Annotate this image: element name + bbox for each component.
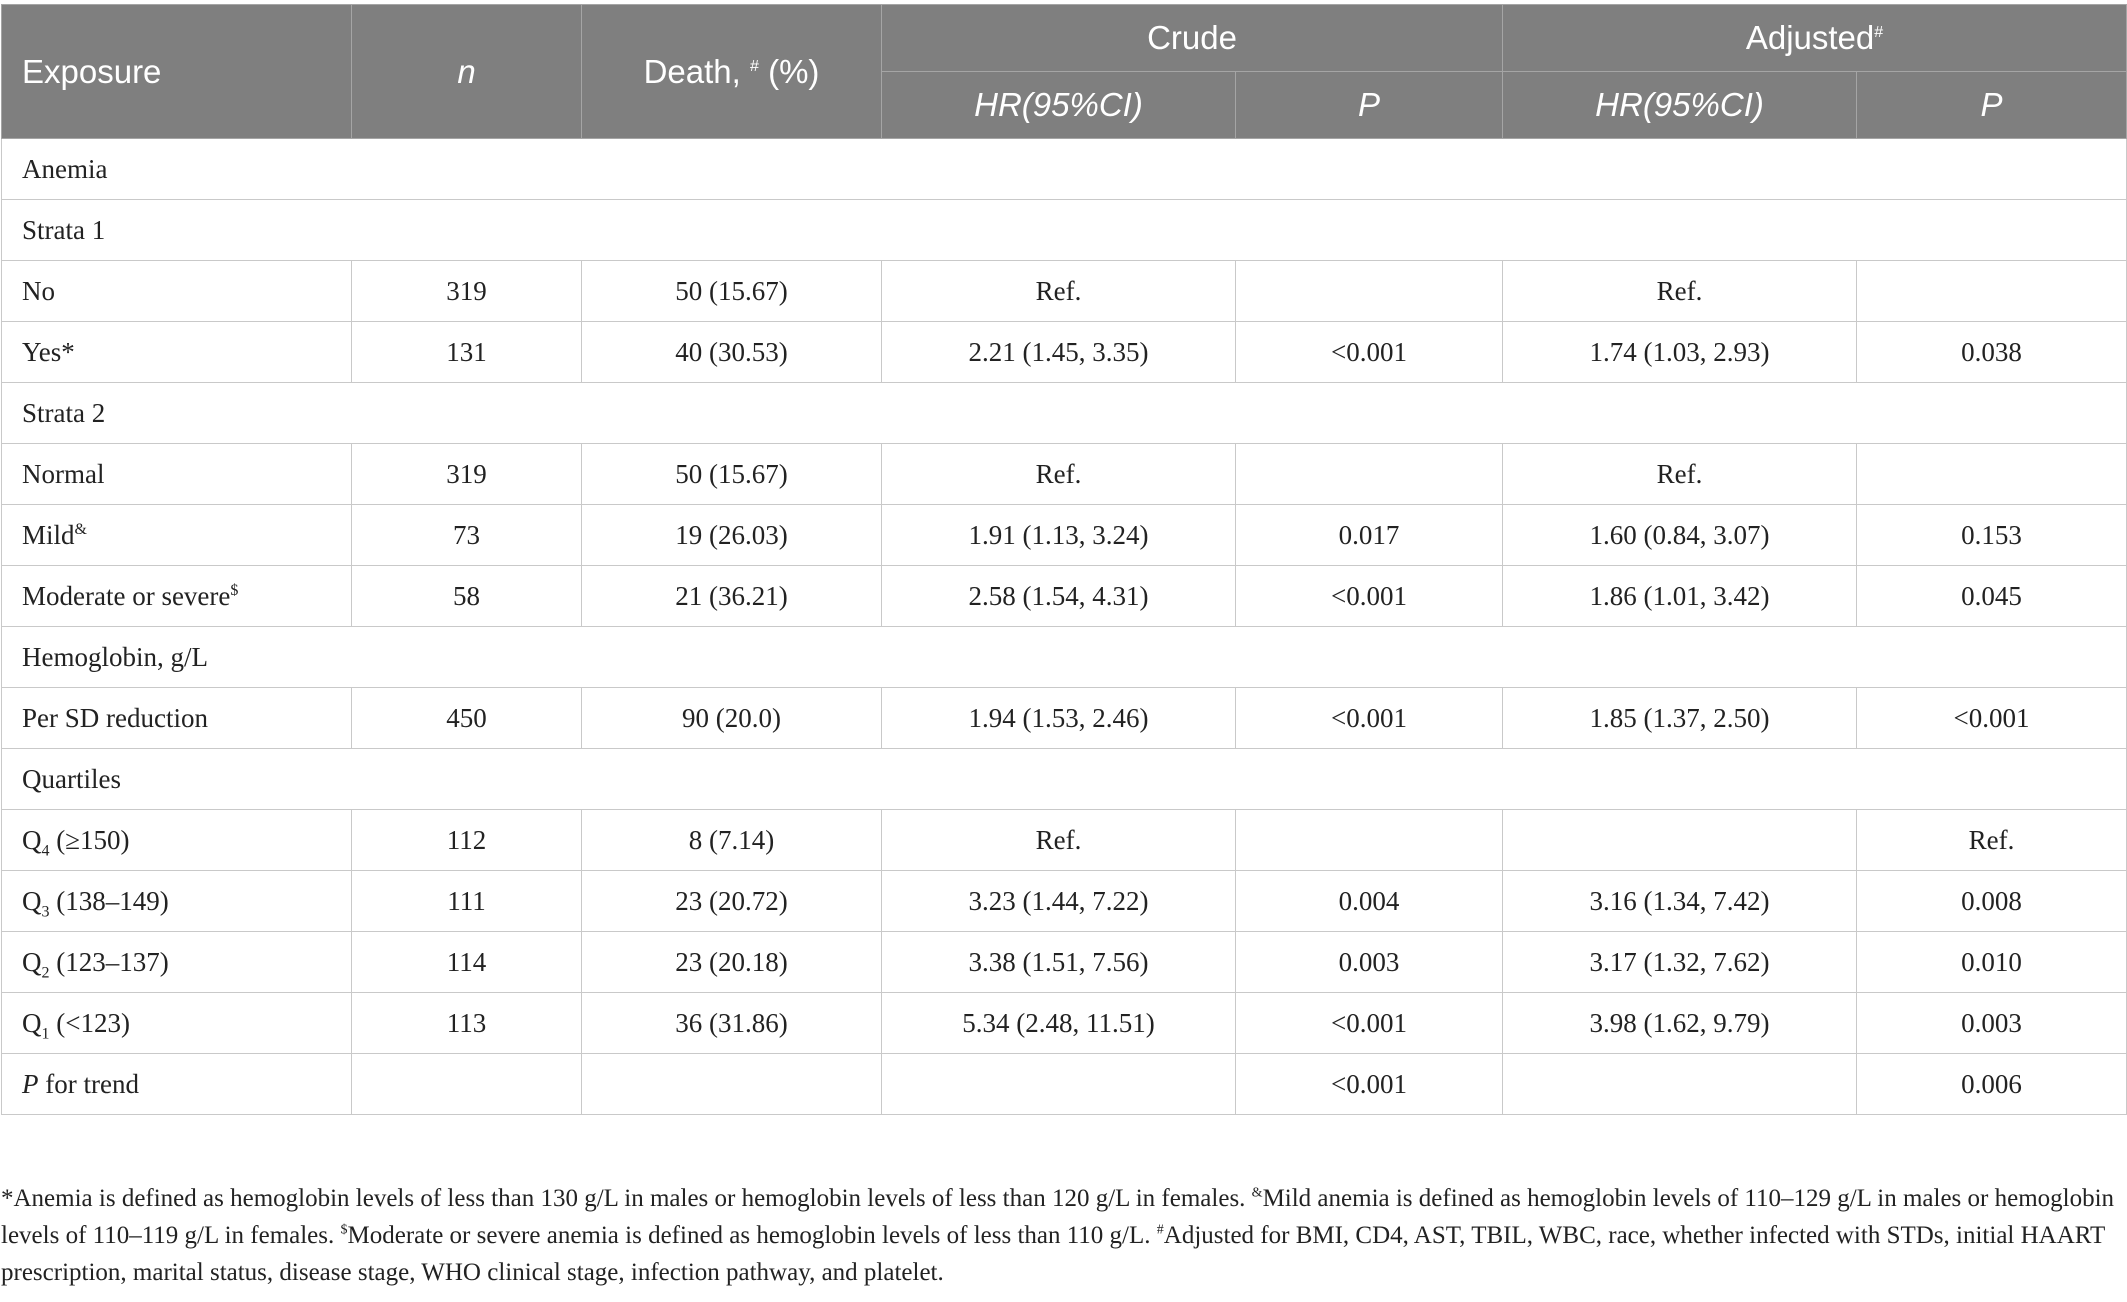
table-row-q3 xyxy=(2,871,2127,932)
cell-adjusted-hr: 1.85 (1.37, 2.50) xyxy=(1503,688,1857,749)
cell-death: 21 (36.21) xyxy=(582,566,882,627)
quartile-range: (<123) xyxy=(49,1007,130,1038)
table-row-q1 xyxy=(2,993,2127,1054)
cell-crude-hr xyxy=(882,1054,1236,1115)
cell-adjusted-hr: Ref. xyxy=(1503,444,1857,505)
cell-crude-p: <0.001 xyxy=(1236,1054,1503,1115)
quartile-letter: Q xyxy=(22,824,42,855)
cell-death xyxy=(582,1054,882,1115)
cell-adjusted-hr: 3.17 (1.32, 7.62) xyxy=(1503,932,1857,993)
cell-adjusted-hr: 3.98 (1.62, 9.79) xyxy=(1503,993,1857,1054)
table-body xyxy=(2,139,2127,1115)
cell-adjusted-p xyxy=(1857,444,2127,505)
cell-crude-p: <0.001 xyxy=(1236,566,1503,627)
table-row-moderate-or-severe xyxy=(2,566,2127,627)
cell-crude-p: 0.004 xyxy=(1236,871,1503,932)
cell-crude-hr: 3.23 (1.44, 7.22) xyxy=(882,871,1236,932)
cell-adjusted-hr: 1.60 (0.84, 3.07) xyxy=(1503,505,1857,566)
row-label-sup: $ xyxy=(230,581,239,599)
row-label: No xyxy=(2,261,352,322)
cell-adjusted-hr xyxy=(1503,810,1857,871)
section-row-strata-1 xyxy=(2,200,2127,261)
cell-death: 40 (30.53) xyxy=(582,322,882,383)
section-label: Anemia xyxy=(2,139,2127,200)
row-label-italic-p: P xyxy=(22,1068,39,1099)
cell-n: 450 xyxy=(352,688,582,749)
quartile-index: 2 xyxy=(41,963,50,981)
section-row-quartiles xyxy=(2,749,2127,810)
cell-adjusted-hr: 1.74 (1.03, 2.93) xyxy=(1503,322,1857,383)
cell-crude-p: <0.001 xyxy=(1236,322,1503,383)
cell-death: 19 (26.03) xyxy=(582,505,882,566)
row-label xyxy=(2,566,352,627)
cell-crude-p: <0.001 xyxy=(1236,993,1503,1054)
cell-n: 319 xyxy=(352,261,582,322)
row-label xyxy=(2,993,352,1054)
cell-crude-hr: 2.21 (1.45, 3.35) xyxy=(882,322,1236,383)
row-label xyxy=(2,871,352,932)
cell-n: 114 xyxy=(352,932,582,993)
cell-n: 112 xyxy=(352,810,582,871)
header-death-sup: # xyxy=(750,57,759,75)
cell-death: 50 (15.67) xyxy=(582,444,882,505)
cell-n: 113 xyxy=(352,993,582,1054)
cell-adjusted-p: 0.003 xyxy=(1857,993,2127,1054)
header-exposure: Exposure xyxy=(2,5,352,139)
row-label-text: Moderate or severe xyxy=(22,580,231,611)
cell-adjusted-p xyxy=(1857,261,2127,322)
cell-adjusted-hr: Ref. xyxy=(1503,261,1857,322)
footnote-sup-dollar: $ xyxy=(340,1222,348,1238)
cell-adjusted-p: 0.008 xyxy=(1857,871,2127,932)
header-adjusted xyxy=(1503,5,2127,72)
cell-adjusted-p: 0.153 xyxy=(1857,505,2127,566)
footnote-adjusted: Adjusted for BMI, CD4, AST, TBIL, WBC, race, whether infected with STDs, initial HAART prescription, marital status, disease stage, WHO clinical stage, infection pathway, and platelet. xyxy=(1,1222,2105,1286)
cell-crude-hr: 2.58 (1.54, 4.31) xyxy=(882,566,1236,627)
cell-n: 319 xyxy=(352,444,582,505)
header-death xyxy=(582,5,882,139)
cell-n: 73 xyxy=(352,505,582,566)
row-label-sup: & xyxy=(74,520,87,538)
section-label: Hemoglobin, g/L xyxy=(2,627,2127,688)
cell-adjusted-p: 0.006 xyxy=(1857,1054,2127,1115)
cell-adjusted-hr: 3.16 (1.34, 7.42) xyxy=(1503,871,1857,932)
cell-death: 8 (7.14) xyxy=(582,810,882,871)
cell-death: 36 (31.86) xyxy=(582,993,882,1054)
cell-n: 111 xyxy=(352,871,582,932)
cell-crude-hr: Ref. xyxy=(882,261,1236,322)
footnote-mild: Mild anemia is defined as hemoglobin levels of 110–129 g/L in males or hemoglobin levels of 110–119 g/L in females. xyxy=(1,1185,2115,1249)
cell-crude-hr: Ref. xyxy=(882,810,1236,871)
table-row-normal xyxy=(2,444,2127,505)
quartile-range: (123–137) xyxy=(49,946,169,977)
footnote-moderate: Moderate or severe anemia is defined as hemoglobin levels of less than 110 g/L. xyxy=(347,1222,1157,1249)
header-death-pct: (%) xyxy=(758,52,820,90)
cell-crude-p xyxy=(1236,261,1503,322)
cell-crude-p: <0.001 xyxy=(1236,688,1503,749)
quartile-index: 1 xyxy=(41,1024,50,1042)
table-row-yes xyxy=(2,322,2127,383)
header-crude: Crude xyxy=(882,5,1503,72)
table-footnote xyxy=(1,1180,2116,1291)
row-label xyxy=(2,505,352,566)
header-death-label: Death, xyxy=(643,52,750,90)
table-row-p-for-trend xyxy=(2,1054,2127,1115)
footnote-sup-hash: # xyxy=(1156,1222,1164,1238)
header-adjusted-label: Adjusted xyxy=(1745,19,1875,56)
cell-crude-hr: 3.38 (1.51, 7.56) xyxy=(882,932,1236,993)
cell-adjusted-p: 0.010 xyxy=(1857,932,2127,993)
cell-crude-p: 0.003 xyxy=(1236,932,1503,993)
cell-crude-hr: Ref. xyxy=(882,444,1236,505)
cell-death: 90 (20.0) xyxy=(582,688,882,749)
header-crude-p: P xyxy=(1236,72,1503,139)
table-row-mild xyxy=(2,505,2127,566)
row-label: Normal xyxy=(2,444,352,505)
cell-adjusted-p: <0.001 xyxy=(1857,688,2127,749)
table-row-per-sd xyxy=(2,688,2127,749)
cell-adjusted-hr xyxy=(1503,1054,1857,1115)
cell-adjusted-hr: 1.86 (1.01, 3.42) xyxy=(1503,566,1857,627)
section-row-anemia xyxy=(2,139,2127,200)
cell-crude-p xyxy=(1236,444,1503,505)
footnote-anemia: *Anemia is defined as hemoglobin levels of less than 130 g/L in males or hemoglobin levels of less than 120 g/L in females. xyxy=(1,1185,1252,1212)
cell-death: 23 (20.72) xyxy=(582,871,882,932)
quartile-letter: Q xyxy=(22,1007,42,1038)
quartile-index: 4 xyxy=(41,841,50,859)
table-row-q4 xyxy=(2,810,2127,871)
header-n: n xyxy=(352,5,582,139)
cell-death: 23 (20.18) xyxy=(582,932,882,993)
footnote-sup-ampersand: & xyxy=(1251,1185,1263,1201)
cell-n: 58 xyxy=(352,566,582,627)
header-crude-hr: HR(95%CI) xyxy=(882,72,1236,139)
cell-crude-hr: 5.34 (2.48, 11.51) xyxy=(882,993,1236,1054)
row-label: Per SD reduction xyxy=(2,688,352,749)
row-label-text: Mild xyxy=(22,519,75,550)
cell-crude-hr: 1.94 (1.53, 2.46) xyxy=(882,688,1236,749)
row-label xyxy=(2,932,352,993)
quartile-range: (≥150) xyxy=(49,824,130,855)
cell-adjusted-p: 0.038 xyxy=(1857,322,2127,383)
row-label xyxy=(2,810,352,871)
section-label: Strata 1 xyxy=(2,200,2127,261)
header-adjusted-p: P xyxy=(1857,72,2127,139)
quartile-index: 3 xyxy=(41,902,50,920)
cell-crude-p xyxy=(1236,810,1503,871)
table-header xyxy=(2,5,2127,139)
header-row-1 xyxy=(2,5,2127,72)
cell-crude-p: 0.017 xyxy=(1236,505,1503,566)
section-label: Quartiles xyxy=(2,749,2127,810)
row-label: Yes* xyxy=(2,322,352,383)
cell-n: 131 xyxy=(352,322,582,383)
quartile-range: (138–149) xyxy=(49,885,169,916)
quartile-letter: Q xyxy=(22,885,42,916)
cell-n xyxy=(352,1054,582,1115)
section-row-strata-2 xyxy=(2,383,2127,444)
header-adjusted-sup: # xyxy=(1874,24,1884,41)
cell-adjusted-p: Ref. xyxy=(1857,810,2127,871)
section-row-hemoglobin xyxy=(2,627,2127,688)
row-label xyxy=(2,1054,352,1115)
cell-adjusted-p: 0.045 xyxy=(1857,566,2127,627)
header-adjusted-hr: HR(95%CI) xyxy=(1503,72,1857,139)
table-row-q2 xyxy=(2,932,2127,993)
row-label-text: for trend xyxy=(38,1068,139,1099)
results-table xyxy=(1,4,2127,1115)
cell-death: 50 (15.67) xyxy=(582,261,882,322)
section-label: Strata 2 xyxy=(2,383,2127,444)
quartile-letter: Q xyxy=(22,946,42,977)
cell-crude-hr: 1.91 (1.13, 3.24) xyxy=(882,505,1236,566)
table-row-no xyxy=(2,261,2127,322)
